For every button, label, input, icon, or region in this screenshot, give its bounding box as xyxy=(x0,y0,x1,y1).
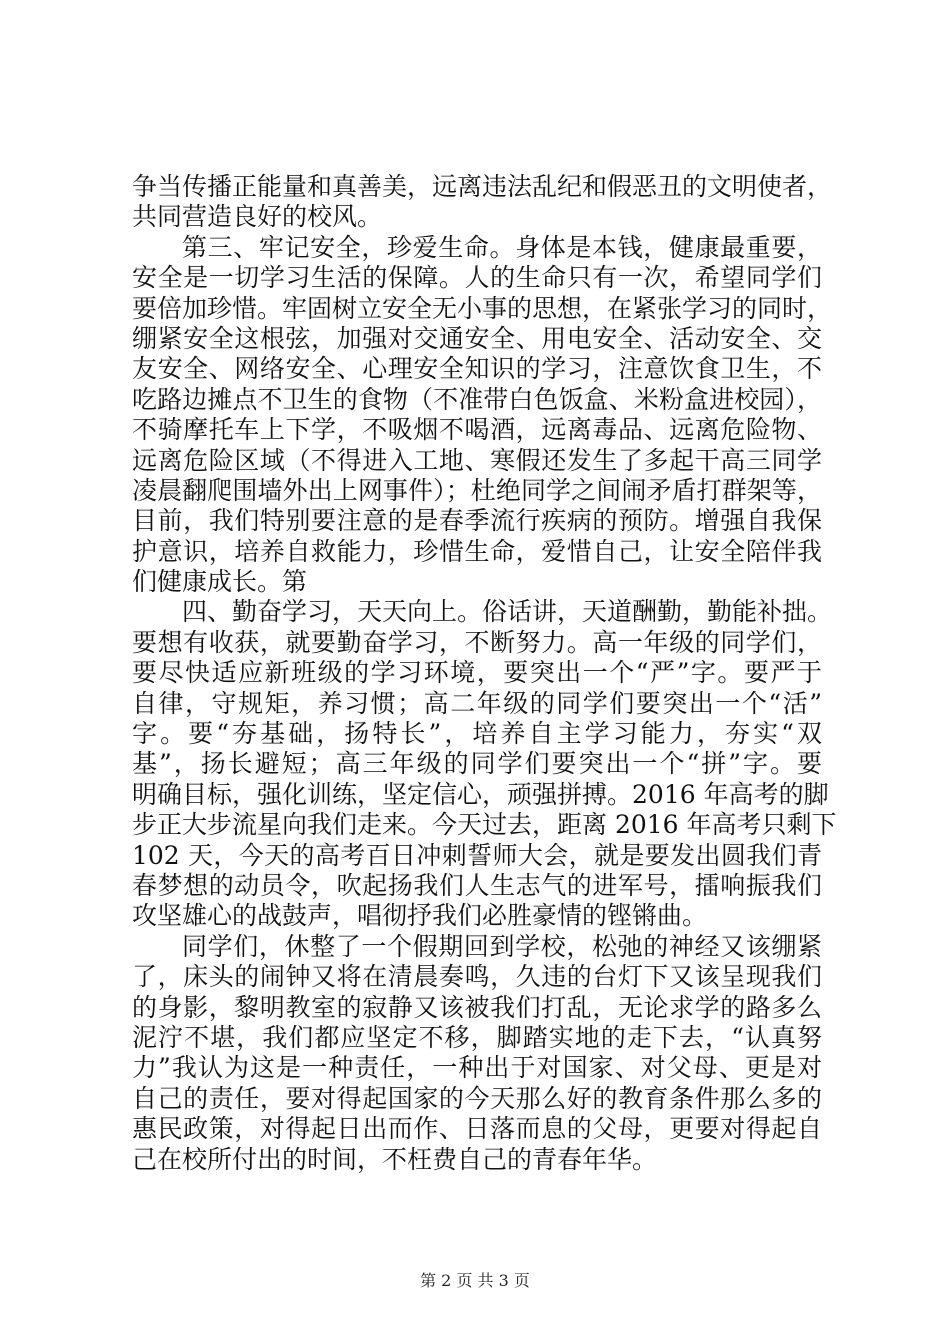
text-line: 泥泞不堪，我们都应坚定不移，脚踏实地的走下去，“认真努 xyxy=(132,1022,822,1052)
text-line: 凌晨翻爬围墙外出上网事件）；杜绝同学之间闹矛盾打群架等， xyxy=(132,475,822,505)
text-line: 不骑摩托车上下学，不吸烟不喝酒，远离毒品、远离危险物、 xyxy=(132,415,822,445)
text-line: 的身影，黎明教室的寂静又该被我们打乱，无论求学的路多么 xyxy=(132,992,822,1022)
paragraph-1 xyxy=(132,172,833,233)
page-number-label: 第 2 页 共 3 页 xyxy=(420,1271,530,1290)
page-footer xyxy=(0,1268,950,1291)
text-line: 步正大步流星向我们走来。今天过去，距离 2016 年高考只剩下 xyxy=(132,810,837,840)
text-line: 要尽快适应新班级的学习环境，要突出一个“严”字。要严于 xyxy=(132,658,822,688)
text-line: 目前，我们特别要注意的是春季流行疾病的预防。增强自我保 xyxy=(132,506,822,536)
text-line: 同学们，休整了一个假期回到学校，松弛的神经又该绷紧 xyxy=(182,931,822,961)
text-line: 们健康成长。第 xyxy=(132,567,308,597)
text-line: 攻坚雄心的战鼓声，唱彻抒我们必胜豪情的铿锵曲。 xyxy=(132,901,708,931)
text-line: 吃路边摊点不卫生的食物（不准带白色饭盒、米粉盒进校园）， xyxy=(132,384,822,414)
text-line: 要倍加珍惜。牢固树立安全无小事的思想，在紧张学习的同时， xyxy=(132,293,833,323)
text-line: 绷紧安全这根弦，加强对交通安全、用电安全、活动安全、交 xyxy=(132,323,822,353)
text-line: 共同营造良好的校风。 xyxy=(132,202,383,232)
paragraph-4 xyxy=(132,932,822,1175)
text-line: 力”我认为这是一种责任，一种出于对国家、对父母、更是对 xyxy=(132,1053,822,1083)
paragraph-2 xyxy=(132,232,833,598)
text-line: 四、勤奋学习，天天向上。俗话讲，天道酬勤，勤能补拙。 xyxy=(182,597,833,627)
text-line: 争当传播正能量和真善美，远离违法乱纪和假恶丑的文明使者， xyxy=(132,172,833,201)
text-line: 自己的责任，要对得起国家的今天那么好的教育条件那么多的 xyxy=(132,1083,822,1113)
paragraph-3 xyxy=(132,597,837,931)
text-line: 第三、牢记安全，珍爱生命。身体是本钱，健康最重要， xyxy=(182,232,822,262)
text-line: 基”，扬长避短；高三年级的同学们要突出一个“拼”字。要 xyxy=(132,749,822,779)
text-line: 春梦想的动员令，吹起扬我们人生志气的进军号，擂响振我们 xyxy=(132,870,822,900)
text-line: 安全是一切学习生活的保障。人的生命只有一次，希望同学们 xyxy=(132,263,822,293)
text-line: 了，床头的闹钟又将在清晨奏鸣，久违的台灯下又该呈现我们 xyxy=(132,962,822,992)
text-line: 己在校所付出的时间，不枉费自己的青春年华。 xyxy=(132,1144,658,1174)
text-line: 护意识，培养自救能力，珍惜生命，爱惜自己，让安全陪伴我 xyxy=(132,536,822,566)
text-line: 远离危险区域（不得进入工地、寒假还发生了多起干高三同学 xyxy=(132,445,822,475)
body-text xyxy=(132,172,837,1175)
text-line: 友安全、网络安全、心理安全知识的学习，注意饮食卫生，不 xyxy=(132,354,822,384)
text-line: 字。要“夯基础，扬特长”，培养自主学习能力，夯实“双 xyxy=(132,719,822,749)
text-line: 要想有收获，就要勤奋学习，不断努力。高一年级的同学们， xyxy=(132,627,822,657)
text-line: 102 天，今天的高考百日冲刺誓师大会，就是要发出圆我们青 xyxy=(132,840,822,870)
text-line: 明确目标，强化训练，坚定信心，顽强拼搏。2016 年高考的脚 xyxy=(132,779,829,809)
text-line: 惠民政策，对得起日出而作、日落而息的父母，更要对得起自 xyxy=(132,1114,822,1144)
text-line: 自律，守规矩，养习惯；高二年级的同学们要突出一个“活” xyxy=(132,688,822,718)
